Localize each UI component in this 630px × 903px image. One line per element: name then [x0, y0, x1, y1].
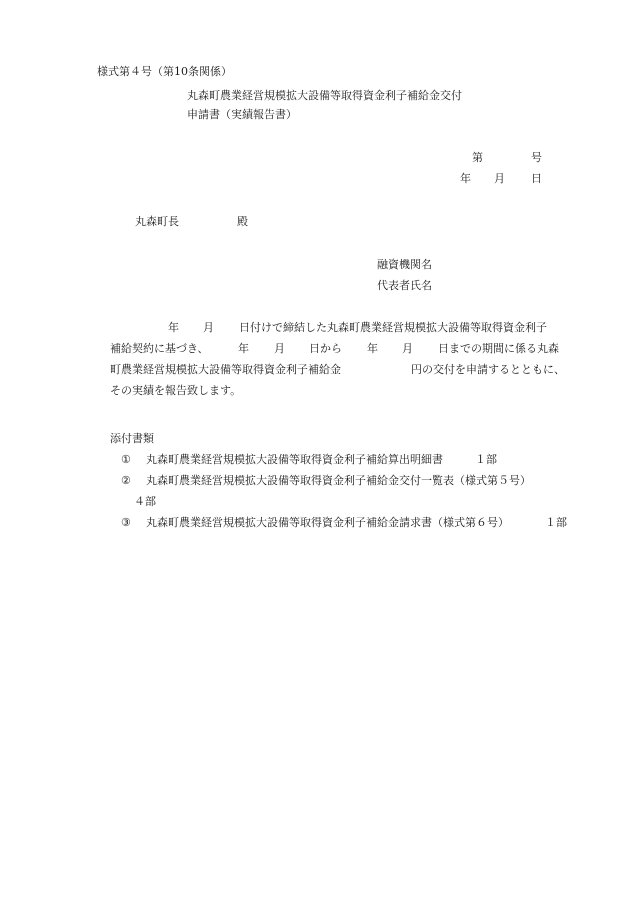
form-label: 様式第４号（第10条関係）: [97, 65, 232, 78]
attachment-title: 丸森町農業経営規模拡大設備等取得資金利子補給金交付一覧表（様式第５号）: [146, 474, 531, 487]
attachment-copies: ４部: [134, 495, 156, 508]
representative-name-label: 代表者氏名: [377, 279, 432, 292]
attachment-copies: １部: [475, 453, 497, 466]
body-l4: その実績を報告致します。: [110, 384, 242, 397]
attachment-copies: １部: [545, 516, 567, 529]
body-l2-year1: 年: [238, 342, 249, 355]
date-month-label: 月: [494, 172, 505, 185]
body-l2-year2: 年: [367, 342, 378, 355]
date-year-label: 年: [460, 172, 471, 185]
body-l1-year: 年: [168, 321, 179, 334]
body-l3-a: 町農業経営規模拡大設備等取得資金利子補給金: [110, 363, 341, 376]
attachments-heading: 添付書類: [110, 432, 154, 445]
attachment-title: 丸森町農業経営規模拡大設備等取得資金利子補給金請求書（様式第６号）: [146, 516, 509, 529]
body-l2-month1: 月: [274, 342, 285, 355]
addressee-honorific: 殿: [237, 215, 248, 228]
date-day-label: 日: [531, 172, 542, 185]
title-line-2: 申請書（実績報告書）: [187, 108, 297, 121]
body-l1-month: 月: [203, 321, 214, 334]
attachment-title: 丸森町農業経営規模拡大設備等取得資金利子補給算出明細書: [146, 453, 443, 466]
body-l2-month2: 月: [402, 342, 413, 355]
body-l2-a: 補給契約に基づき、: [110, 342, 209, 355]
body-l3-b: 円の交付を申請するとともに、: [411, 363, 565, 376]
attachment-number: ③: [121, 516, 131, 529]
attachment-number: ②: [121, 474, 131, 487]
number-suffix: 号: [531, 151, 542, 164]
addressee-name: 丸森町長: [135, 215, 179, 228]
title-line-1: 丸森町農業経営規模拡大設備等取得資金利子補給金交付: [187, 89, 462, 102]
bank-name-label: 融資機関名: [377, 258, 432, 271]
body-l2-from: 日から: [309, 342, 342, 355]
number-prefix: 第: [472, 151, 483, 164]
body-l1-text: 日付けで締結した丸森町農業経営規模拡大設備等取得資金利子: [239, 321, 547, 334]
body-l2-until: 日までの期間に係る丸森: [438, 342, 559, 355]
attachment-number: ①: [121, 453, 131, 466]
